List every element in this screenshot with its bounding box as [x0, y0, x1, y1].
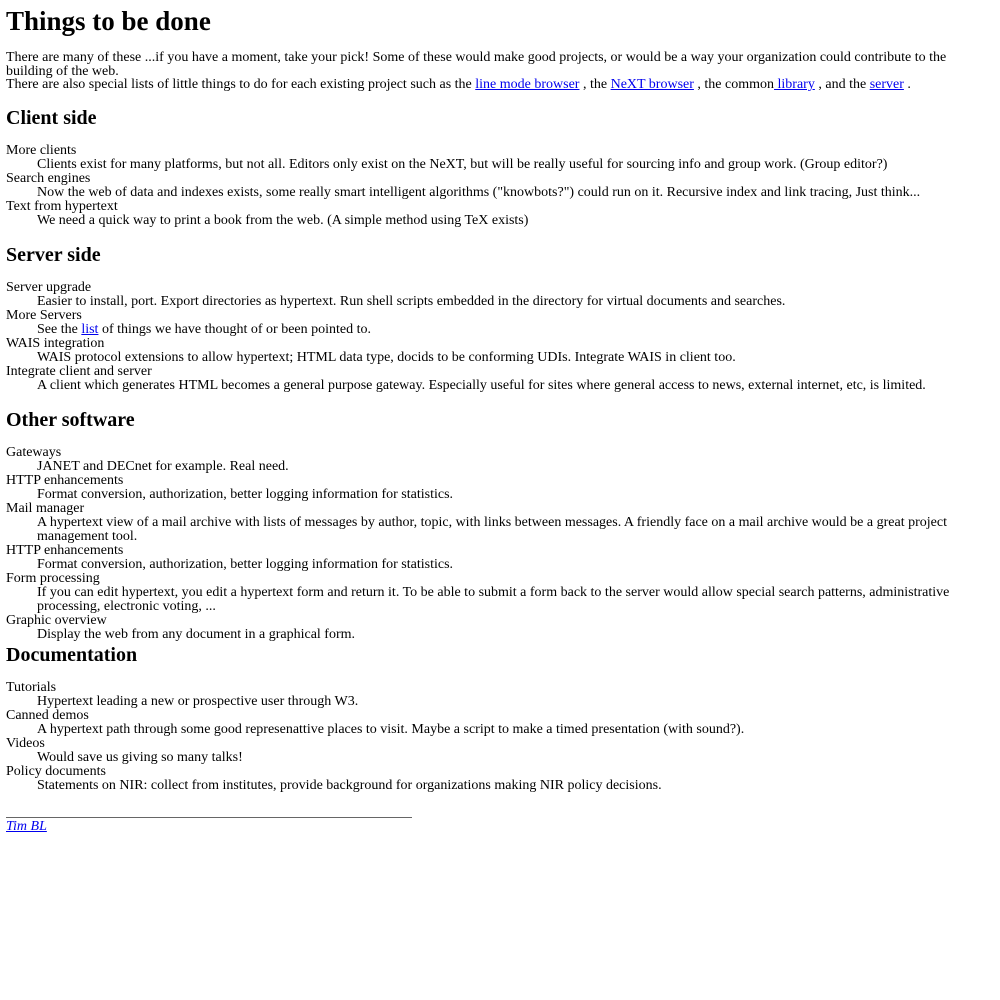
list-term: Server upgrade [6, 280, 92, 295]
list-description: We need a quick way to print a book from the web. (A simple method using TeX exists) [37, 213, 529, 228]
servers-list-link[interactable]: list [81, 322, 99, 337]
list-description: Easier to install, port. Export directories as hypertext. Run shell scripts embedded in the directory for virtual documents and searches. [37, 294, 786, 309]
list-term: Search engines [6, 171, 91, 186]
list-description: Clients exist for many platforms, but not all. Editors only exist on the NeXT, but will be really useful for sourcing info and group work. (Group editor?) [37, 157, 888, 172]
intro-text: , and the [814, 77, 870, 92]
list-term: Policy documents [6, 764, 106, 779]
list-description: Statements on NIR: collect from institutes, provide background for organizations making NIR policy decisions. [37, 778, 662, 793]
list-term: Videos [6, 736, 45, 751]
intro-text: There are also special lists of little things to do for each existing project such as the [6, 77, 476, 92]
list-term: Gateways [6, 445, 62, 460]
server-link[interactable]: server [869, 77, 904, 92]
list-term: Integrate client and server [6, 364, 152, 379]
list-description: A hypertext view of a mail archive with lists of messages by author, topic, with links between messages. A friendly face on a mail archive would be a great project management tool. [37, 515, 947, 544]
list-term: HTTP enhancements [6, 473, 124, 488]
list-description: Would save us giving so many talks! [37, 750, 243, 765]
intro-links-paragraph [6, 78, 991, 92]
list-term: More Servers [6, 308, 82, 323]
documentation-heading: Documentation [6, 644, 138, 666]
list-description-text: See the [37, 322, 82, 337]
list-term: Mail manager [6, 501, 85, 516]
list-term: Text from hypertext [6, 199, 118, 214]
library-link[interactable]: library [774, 77, 815, 92]
list-description: Now the web of data and indexes exists, some really smart intelligent algorithms ("knowbots?") could run on it. Recursive index and link tracing, Just think... [37, 185, 921, 200]
other-software-list [6, 446, 991, 642]
intro-paragraph: There are many of these ...if you have a moment, take your pick! Some of these would make good projects, or would be a way your organization could contribute to the building of the web. [6, 50, 947, 79]
list-description: A hypertext path through some good represenattive places to visit. Maybe a script to make a timed presentation (with sound?). [37, 722, 745, 737]
list-description: Format conversion, authorization, better logging information for statistics. [37, 487, 454, 502]
server-side-heading: Server side [6, 244, 101, 266]
intro-text: , the common [693, 77, 775, 92]
client-side-heading: Client side [6, 107, 97, 129]
documentation-list [6, 681, 991, 793]
page-title: Things to be done [6, 6, 211, 36]
intro-text: , the [579, 77, 611, 92]
intro-text: . [903, 77, 911, 92]
list-term: Graphic overview [6, 613, 107, 628]
server-side-list [6, 281, 991, 393]
list-description: Hypertext leading a new or prospective user through W3. [37, 694, 359, 709]
list-term: HTTP enhancements [6, 543, 124, 558]
list-term: Tutorials [6, 680, 57, 695]
list-description-text: of things we have thought of or been pointed to. [98, 322, 372, 337]
list-description: A client which generates HTML becomes a general purpose gateway. Especially useful for sites where general access to news, external internet, etc, is limited. [37, 378, 926, 393]
horizontal-rule [6, 817, 412, 818]
list-term: Canned demos [6, 708, 89, 723]
list-description [37, 323, 991, 337]
other-software-heading: Other software [6, 409, 135, 431]
author-signature-link[interactable]: Tim BL [6, 819, 47, 834]
list-description: JANET and DECnet for example. Real need. [37, 459, 289, 474]
list-description: WAIS protocol extensions to allow hypertext; HTML data type, docids to be conforming UDIs. Integrate WAIS in client too. [37, 350, 736, 365]
list-description: If you can edit hypertext, you edit a hypertext form and return it. To be able to submit a form back to the server would allow special search patterns, administrative processing, electronic voting, ... [37, 585, 950, 614]
line-mode-browser-link[interactable]: line mode browser [475, 77, 580, 92]
list-term: WAIS integration [6, 336, 105, 351]
next-browser-link[interactable]: NeXT browser [610, 77, 694, 92]
list-term: More clients [6, 143, 77, 158]
client-side-list [6, 144, 991, 228]
list-term: Form processing [6, 571, 100, 586]
list-description: Display the web from any document in a graphical form. [37, 627, 356, 642]
list-description: Format conversion, authorization, better logging information for statistics. [37, 557, 454, 572]
